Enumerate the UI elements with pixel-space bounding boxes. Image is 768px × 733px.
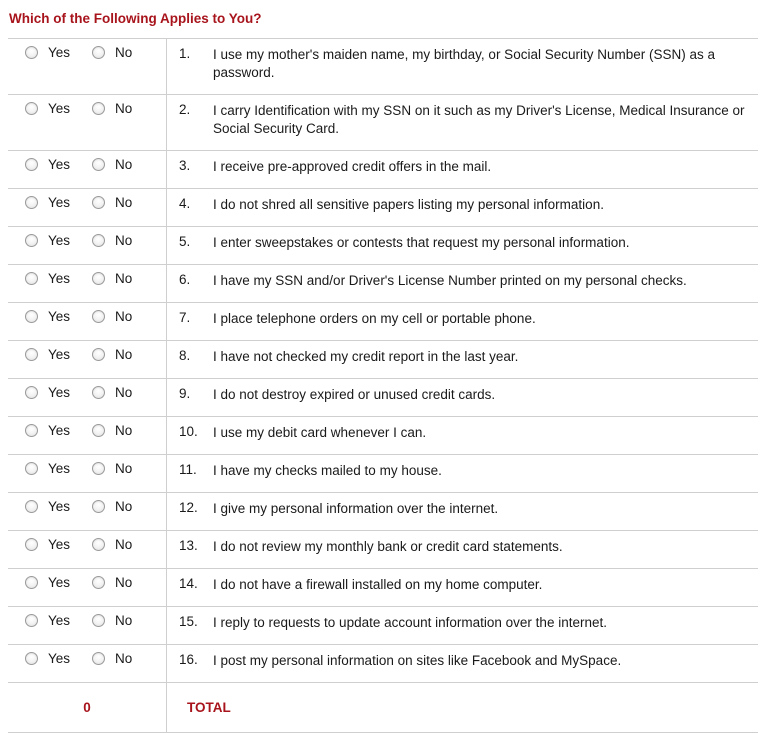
question-row xyxy=(8,417,758,455)
no-radio[interactable] xyxy=(92,196,105,209)
no-label: No xyxy=(115,385,133,400)
yes-label: Yes xyxy=(48,347,71,362)
yes-option[interactable] xyxy=(25,423,70,438)
yes-label: Yes xyxy=(48,385,71,400)
yes-label: Yes xyxy=(48,575,71,590)
no-label: No xyxy=(115,575,133,590)
page-title: Which of the Following Applies to You? xyxy=(9,11,262,26)
answer-cell xyxy=(8,379,167,417)
yes-radio[interactable] xyxy=(25,158,38,171)
question-row xyxy=(8,151,758,189)
no-option[interactable] xyxy=(92,45,132,60)
yes-option[interactable] xyxy=(25,575,70,590)
answer-cell xyxy=(8,265,167,303)
no-option[interactable] xyxy=(92,347,132,362)
no-label: No xyxy=(115,45,133,60)
no-option[interactable] xyxy=(92,385,132,400)
no-option[interactable] xyxy=(92,423,132,438)
question-number: 16. xyxy=(167,645,214,683)
yes-option[interactable] xyxy=(25,651,70,666)
yes-label: Yes xyxy=(48,233,71,248)
question-number: 15. xyxy=(167,607,214,645)
yes-label: Yes xyxy=(48,101,71,116)
no-radio[interactable] xyxy=(92,386,105,399)
no-option[interactable] xyxy=(92,233,132,248)
question-text: I give my personal information over the internet. xyxy=(213,493,758,531)
no-option[interactable] xyxy=(92,271,132,286)
no-label: No xyxy=(115,101,133,116)
question-row xyxy=(8,569,758,607)
no-radio[interactable] xyxy=(92,462,105,475)
yes-label: Yes xyxy=(48,309,71,324)
question-row xyxy=(8,531,758,569)
total-row xyxy=(8,683,758,733)
no-radio[interactable] xyxy=(92,102,105,115)
yes-option[interactable] xyxy=(25,195,70,210)
answer-cell xyxy=(8,455,167,493)
yes-radio[interactable] xyxy=(25,196,38,209)
yes-option[interactable] xyxy=(25,537,70,552)
question-number: 4. xyxy=(167,189,214,227)
answer-options xyxy=(8,493,166,516)
question-number: 5. xyxy=(167,227,214,265)
question-text: I do not destroy expired or unused credit cards. xyxy=(213,379,758,417)
answer-options xyxy=(8,303,166,326)
question-number: 13. xyxy=(167,531,214,569)
answer-cell xyxy=(8,607,167,645)
no-option[interactable] xyxy=(92,157,132,172)
yes-radio[interactable] xyxy=(25,46,38,59)
yes-option[interactable] xyxy=(25,233,70,248)
quiz-body xyxy=(8,39,758,733)
no-option[interactable] xyxy=(92,613,132,628)
no-option[interactable] xyxy=(92,651,132,666)
question-text: I enter sweepstakes or contests that request my personal information. xyxy=(213,227,758,265)
yes-radio[interactable] xyxy=(25,614,38,627)
yes-radio[interactable] xyxy=(25,234,38,247)
no-label: No xyxy=(115,309,133,324)
answer-cell xyxy=(8,189,167,227)
answer-options xyxy=(8,569,166,592)
answer-cell xyxy=(8,341,167,379)
no-label: No xyxy=(115,613,133,628)
answer-cell xyxy=(8,303,167,341)
yes-option[interactable] xyxy=(25,461,70,476)
yes-radio[interactable] xyxy=(25,652,38,665)
answer-options xyxy=(8,95,166,118)
question-text: I receive pre-approved credit offers in the mail. xyxy=(213,151,758,189)
yes-label: Yes xyxy=(48,499,71,514)
question-number: 3. xyxy=(167,151,214,189)
question-row xyxy=(8,455,758,493)
no-radio[interactable] xyxy=(92,424,105,437)
question-row xyxy=(8,265,758,303)
quiz-table xyxy=(8,38,758,733)
question-row xyxy=(8,645,758,683)
question-number: 9. xyxy=(167,379,214,417)
yes-radio[interactable] xyxy=(25,310,38,323)
total-label: TOTAL xyxy=(167,683,759,733)
yes-label: Yes xyxy=(48,195,71,210)
yes-option[interactable] xyxy=(25,499,70,514)
yes-label: Yes xyxy=(48,45,71,60)
no-label: No xyxy=(115,499,133,514)
question-number: 6. xyxy=(167,265,214,303)
answer-options xyxy=(8,189,166,212)
question-row xyxy=(8,39,758,95)
question-row xyxy=(8,189,758,227)
no-label: No xyxy=(115,157,133,172)
answer-options xyxy=(8,531,166,554)
yes-option[interactable] xyxy=(25,347,70,362)
question-text: I place telephone orders on my cell or portable phone. xyxy=(213,303,758,341)
no-label: No xyxy=(115,537,133,552)
no-label: No xyxy=(115,233,133,248)
answer-options xyxy=(8,645,166,668)
no-option[interactable] xyxy=(92,575,132,590)
question-text: I do not review my monthly bank or credit card statements. xyxy=(213,531,758,569)
yes-label: Yes xyxy=(48,461,71,476)
question-number: 11. xyxy=(167,455,214,493)
yes-option[interactable] xyxy=(25,101,70,116)
question-row xyxy=(8,379,758,417)
yes-radio[interactable] xyxy=(25,462,38,475)
question-text: I use my mother's maiden name, my birthday, or Social Security Number (SSN) as a password. xyxy=(213,39,758,95)
yes-option[interactable] xyxy=(25,157,70,172)
answer-cell xyxy=(8,531,167,569)
question-row xyxy=(8,341,758,379)
no-label: No xyxy=(115,461,133,476)
answer-cell xyxy=(8,417,167,455)
yes-option[interactable] xyxy=(25,385,70,400)
question-text: I have my checks mailed to my house. xyxy=(213,455,758,493)
answer-cell xyxy=(8,569,167,607)
yes-label: Yes xyxy=(48,157,71,172)
no-radio[interactable] xyxy=(92,310,105,323)
yes-label: Yes xyxy=(48,423,71,438)
question-text: I reply to requests to update account information over the internet. xyxy=(213,607,758,645)
no-radio[interactable] xyxy=(92,576,105,589)
yes-radio[interactable] xyxy=(25,538,38,551)
question-number: 10. xyxy=(167,417,214,455)
no-radio[interactable] xyxy=(92,500,105,513)
no-label: No xyxy=(115,651,133,666)
no-label: No xyxy=(115,271,133,286)
yes-label: Yes xyxy=(48,651,71,666)
no-label: No xyxy=(115,195,133,210)
no-radio[interactable] xyxy=(92,46,105,59)
no-option[interactable] xyxy=(92,499,132,514)
question-text: I have my SSN and/or Driver's License Number printed on my personal checks. xyxy=(213,265,758,303)
question-text: I have not checked my credit report in the last year. xyxy=(213,341,758,379)
question-number: 1. xyxy=(167,39,214,95)
question-row xyxy=(8,493,758,531)
question-text: I post my personal information on sites like Facebook and MySpace. xyxy=(213,645,758,683)
answer-options xyxy=(8,265,166,288)
yes-option[interactable] xyxy=(25,45,70,60)
answer-options xyxy=(8,39,166,62)
yes-option[interactable] xyxy=(25,271,70,286)
no-option[interactable] xyxy=(92,461,132,476)
yes-option[interactable] xyxy=(25,613,70,628)
total-score: 0 xyxy=(8,683,167,733)
question-number: 12. xyxy=(167,493,214,531)
no-radio[interactable] xyxy=(92,538,105,551)
yes-radio[interactable] xyxy=(25,102,38,115)
yes-radio[interactable] xyxy=(25,576,38,589)
question-row xyxy=(8,95,758,151)
answer-cell xyxy=(8,151,167,189)
question-number: 2. xyxy=(167,95,214,151)
no-radio[interactable] xyxy=(92,158,105,171)
question-row xyxy=(8,607,758,645)
no-option[interactable] xyxy=(92,101,132,116)
question-row xyxy=(8,227,758,265)
yes-radio[interactable] xyxy=(25,424,38,437)
question-row xyxy=(8,303,758,341)
no-option[interactable] xyxy=(92,309,132,324)
question-number: 7. xyxy=(167,303,214,341)
no-radio[interactable] xyxy=(92,652,105,665)
answer-options xyxy=(8,227,166,250)
question-text: I do not have a firewall installed on my home computer. xyxy=(213,569,758,607)
answer-cell xyxy=(8,227,167,265)
no-option[interactable] xyxy=(92,537,132,552)
yes-label: Yes xyxy=(48,537,71,552)
no-label: No xyxy=(115,347,133,362)
no-radio[interactable] xyxy=(92,234,105,247)
answer-cell xyxy=(8,39,167,95)
answer-options xyxy=(8,417,166,440)
no-label: No xyxy=(115,423,133,438)
answer-options xyxy=(8,455,166,478)
question-number: 8. xyxy=(167,341,214,379)
question-text: I use my debit card whenever I can. xyxy=(213,417,758,455)
yes-option[interactable] xyxy=(25,309,70,324)
answer-options xyxy=(8,379,166,402)
yes-label: Yes xyxy=(48,613,71,628)
no-radio[interactable] xyxy=(92,348,105,361)
no-radio[interactable] xyxy=(92,272,105,285)
answer-cell xyxy=(8,493,167,531)
yes-label: Yes xyxy=(48,271,71,286)
answer-cell xyxy=(8,645,167,683)
yes-radio[interactable] xyxy=(25,272,38,285)
yes-radio[interactable] xyxy=(25,348,38,361)
no-option[interactable] xyxy=(92,195,132,210)
answer-options xyxy=(8,151,166,174)
yes-radio[interactable] xyxy=(25,386,38,399)
question-number: 14. xyxy=(167,569,214,607)
yes-radio[interactable] xyxy=(25,500,38,513)
question-text: I carry Identification with my SSN on it such as my Driver's License, Medical Insurance or Social Security Card. xyxy=(213,95,758,151)
answer-cell xyxy=(8,95,167,151)
question-text: I do not shred all sensitive papers listing my personal information. xyxy=(213,189,758,227)
no-radio[interactable] xyxy=(92,614,105,627)
answer-options xyxy=(8,341,166,364)
